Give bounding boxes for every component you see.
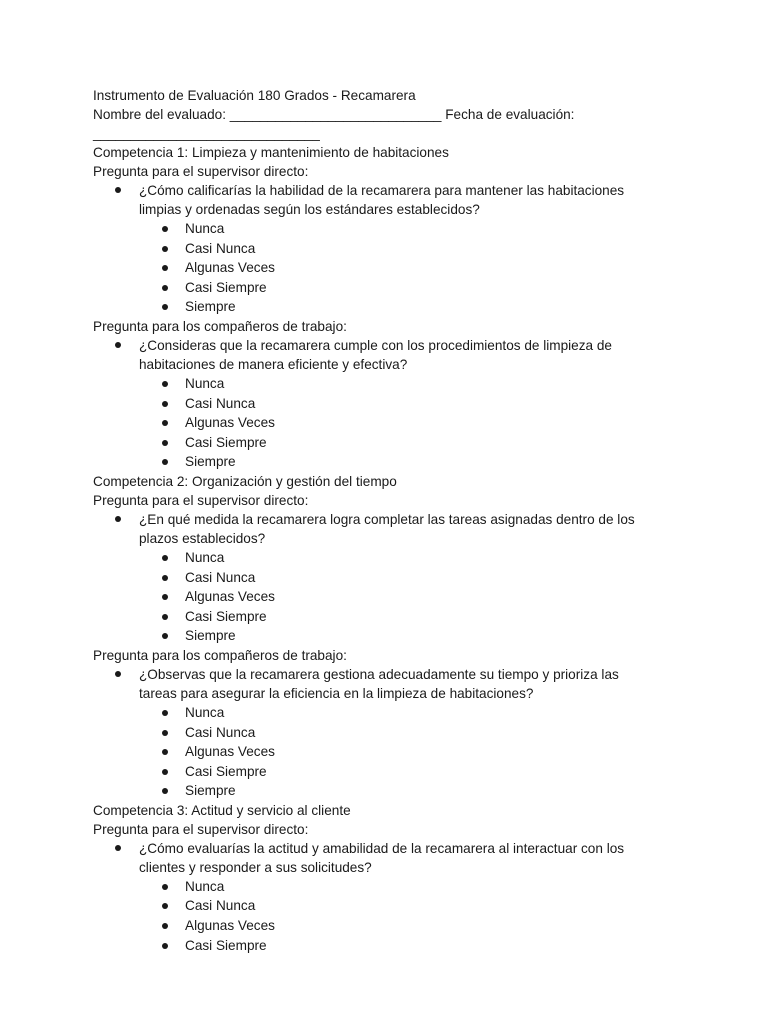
answer-option: Algunas Veces bbox=[93, 413, 693, 433]
question-text-line: plazos establecidos? bbox=[139, 530, 266, 546]
answer-option: Casi Siempre bbox=[93, 936, 693, 956]
question-text-line: clientes y responder a sus solicitudes? bbox=[139, 859, 372, 875]
answer-option: Casi Siempre bbox=[93, 607, 693, 627]
question-item bbox=[93, 181, 659, 219]
question-text-line: ¿Consideras que la recamarera cumple con los procedimientos de limpieza de bbox=[139, 337, 612, 353]
question-audience-label: Pregunta para los compañeros de trabajo: bbox=[93, 647, 347, 663]
answer-option: Nunca bbox=[93, 374, 693, 394]
question-audience-label: Pregunta para los compañeros de trabajo: bbox=[93, 318, 347, 334]
bullet-icon bbox=[162, 788, 168, 794]
bullet-icon bbox=[162, 265, 168, 271]
answer-option: Casi Nunca bbox=[93, 394, 693, 414]
question-text-line: ¿Cómo evaluarías la actitud y amabilidad de la recamarera al interactuar con los bbox=[139, 840, 625, 856]
bullet-icon bbox=[115, 516, 121, 522]
competency-heading: Competencia 2: Organización y gestión del tiempo bbox=[93, 473, 397, 489]
bullet-icon bbox=[162, 594, 168, 600]
bullet-icon bbox=[162, 614, 168, 620]
answer-option: Nunca bbox=[93, 548, 693, 568]
bullet-icon bbox=[162, 769, 168, 775]
bullet-icon bbox=[162, 304, 168, 310]
answer-option: Siempre bbox=[93, 297, 693, 317]
answer-option: Casi Nunca bbox=[93, 239, 693, 259]
bullet-icon bbox=[162, 749, 168, 755]
question-item bbox=[93, 336, 659, 374]
bullet-icon bbox=[162, 943, 168, 949]
document-title: Instrumento de Evaluación 180 Grados - Recamarera bbox=[93, 88, 416, 103]
bullet-icon bbox=[115, 845, 121, 851]
question-text-line: ¿En qué medida la recamarera logra completar las tareas asignadas dentro de los bbox=[139, 511, 635, 527]
answer-option: Nunca bbox=[93, 219, 693, 239]
bullet-icon bbox=[162, 420, 168, 426]
bullet-icon bbox=[162, 730, 168, 736]
bullet-icon bbox=[162, 555, 168, 561]
bullet-icon bbox=[115, 342, 121, 348]
question-audience-label: Pregunta para el supervisor directo: bbox=[93, 492, 309, 508]
answer-option: Nunca bbox=[93, 877, 693, 897]
bullet-icon bbox=[162, 246, 168, 252]
question-item bbox=[93, 839, 659, 877]
question-audience-label: Pregunta para el supervisor directo: bbox=[93, 164, 309, 179]
bullet-icon bbox=[115, 671, 121, 677]
question-text-line: limpias y ordenadas según los estándares establecidos? bbox=[139, 202, 480, 217]
question-text-line: tareas para asegurar la eficiencia en la limpieza de habitaciones? bbox=[139, 685, 534, 701]
answer-option: Algunas Veces bbox=[93, 916, 693, 936]
answer-option: Algunas Veces bbox=[93, 742, 693, 762]
bullet-icon bbox=[162, 285, 168, 291]
bullet-icon bbox=[162, 575, 168, 581]
answer-option: Siempre bbox=[93, 626, 693, 646]
bullet-icon bbox=[162, 903, 168, 909]
answer-option: Siempre bbox=[93, 781, 693, 801]
answer-option: Casi Siempre bbox=[93, 762, 693, 782]
bullet-icon bbox=[162, 923, 168, 929]
question-item bbox=[93, 510, 659, 548]
competency-heading: Competencia 3: Actitud y servicio al cliente bbox=[93, 802, 351, 818]
answer-option: Siempre bbox=[93, 452, 693, 472]
bullet-icon bbox=[162, 226, 168, 232]
answer-option: Casi Nunca bbox=[93, 568, 693, 588]
bullet-icon bbox=[162, 459, 168, 465]
bullet-icon bbox=[162, 884, 168, 890]
answer-option: Casi Siempre bbox=[93, 433, 693, 453]
answer-option: Nunca bbox=[93, 703, 693, 723]
question-text-line: habitaciones de manera eficiente y efectiva? bbox=[139, 356, 408, 372]
question-item bbox=[93, 665, 659, 703]
bullet-icon bbox=[162, 401, 168, 407]
date-field-blank: ______________________________ bbox=[93, 126, 320, 141]
bullet-icon bbox=[162, 633, 168, 639]
answer-option: Casi Siempre bbox=[93, 278, 693, 298]
bullet-icon bbox=[162, 381, 168, 387]
competency-heading: Competencia 1: Limpieza y mantenimiento de habitaciones bbox=[93, 145, 449, 160]
bullet-icon bbox=[162, 710, 168, 716]
question-text-line: ¿Cómo calificarías la habilidad de la recamarera para mantener las habitaciones bbox=[139, 183, 625, 198]
bullet-icon bbox=[115, 187, 121, 193]
answer-option: Algunas Veces bbox=[93, 587, 693, 607]
answer-option: Casi Nunca bbox=[93, 723, 693, 743]
name-and-date-field: Nombre del evaluado: ____________________________ Fecha de evaluación: bbox=[93, 107, 575, 122]
answer-option: Casi Nunca bbox=[93, 896, 693, 916]
document-body bbox=[93, 86, 693, 955]
question-text-line: ¿Observas que la recamarera gestiona adecuadamente su tiempo y prioriza las bbox=[139, 666, 619, 682]
bullet-icon bbox=[162, 440, 168, 446]
question-audience-label: Pregunta para el supervisor directo: bbox=[93, 821, 309, 837]
answer-option: Algunas Veces bbox=[93, 258, 693, 278]
